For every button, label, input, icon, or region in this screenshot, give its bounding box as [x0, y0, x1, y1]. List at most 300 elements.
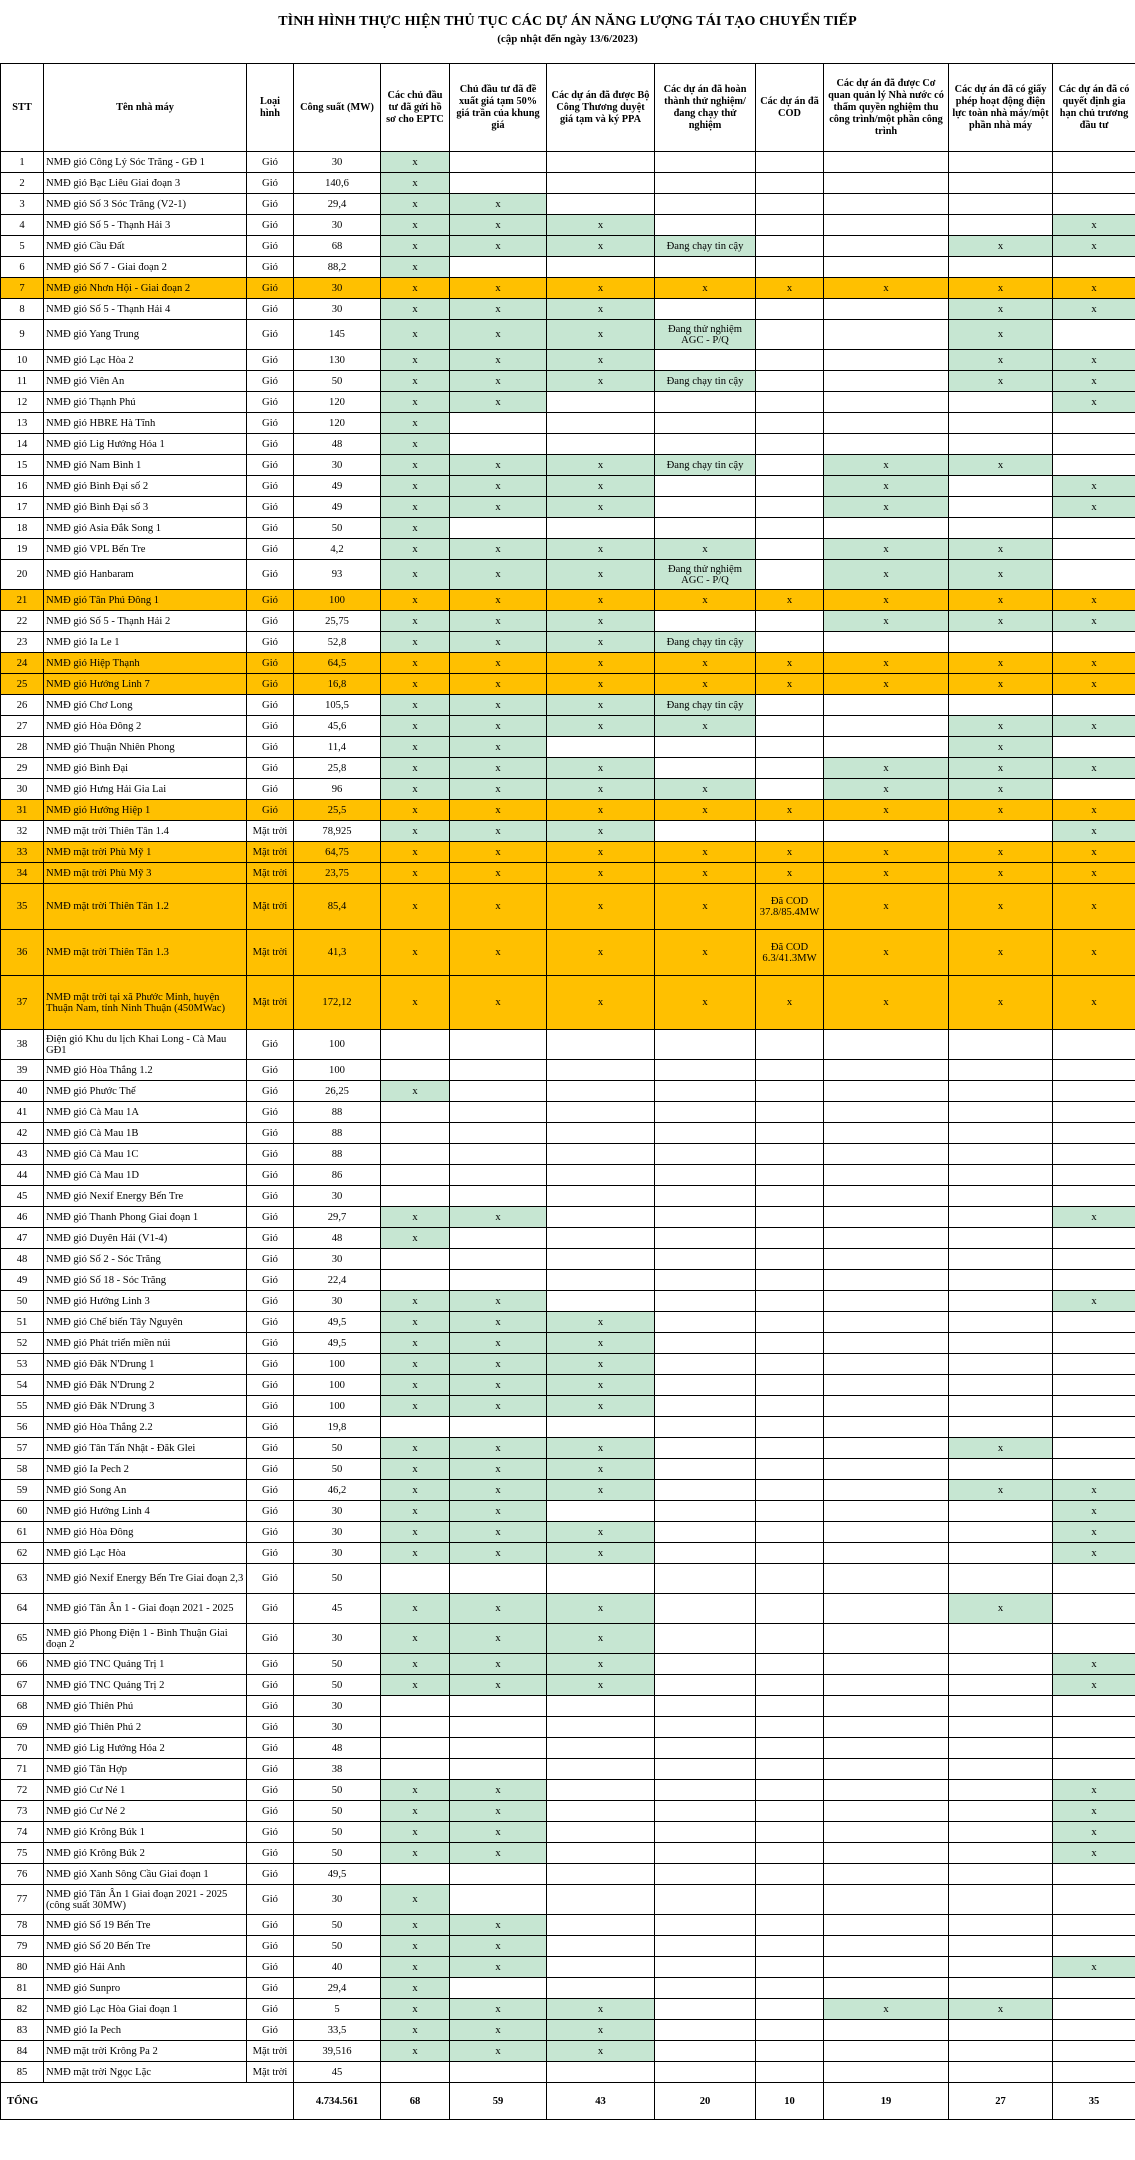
table-row: [1, 320, 1135, 350]
status-cell: x: [655, 884, 756, 930]
plant-name: NMĐ gió Đăk N'Drung 2: [44, 1375, 247, 1396]
plant-type: Mặt trời: [247, 884, 294, 930]
status-cell: [1053, 1936, 1135, 1957]
status-cell: x: [450, 779, 547, 800]
status-cell: [949, 1291, 1053, 1312]
row-number: 80: [1, 1957, 44, 1978]
status-cell: [949, 1957, 1053, 1978]
plant-name: NMĐ gió Bình Đại số 3: [44, 497, 247, 518]
plant-type: Gió: [247, 674, 294, 695]
status-cell: x: [949, 976, 1053, 1030]
table-row: [1, 1144, 1135, 1165]
status-cell: [547, 1564, 655, 1594]
status-cell: [949, 2041, 1053, 2062]
status-cell: x: [949, 758, 1053, 779]
status-cell: [756, 1594, 824, 1624]
plant-capacity: 4,2: [294, 539, 381, 560]
status-cell: x: [381, 737, 450, 758]
status-cell: x: [381, 758, 450, 779]
table-row: [1, 350, 1135, 371]
status-cell: x: [547, 590, 655, 611]
status-cell: [949, 1459, 1053, 1480]
status-cell: x: [1053, 1543, 1135, 1564]
plant-type: Gió: [247, 1165, 294, 1186]
status-cell: [756, 1417, 824, 1438]
plant-name: NMĐ gió Ia Pech 2: [44, 1459, 247, 1480]
status-cell: x: [1053, 1480, 1135, 1501]
status-cell: x: [381, 173, 450, 194]
plant-capacity: 30: [294, 278, 381, 299]
plant-name: NMĐ gió Hanbaram: [44, 560, 247, 590]
status-cell: [824, 518, 949, 539]
status-cell: x: [381, 695, 450, 716]
status-cell: x: [1053, 392, 1135, 413]
plant-type: Gió: [247, 1801, 294, 1822]
status-cell: [756, 1438, 824, 1459]
plant-type: Gió: [247, 1624, 294, 1654]
status-cell: x: [450, 1594, 547, 1624]
status-cell: [547, 1843, 655, 1864]
status-cell: [547, 1501, 655, 1522]
status-cell: Đang chạy tin cậy: [655, 455, 756, 476]
plant-type: Gió: [247, 695, 294, 716]
plant-type: Gió: [247, 1249, 294, 1270]
status-cell: [450, 1978, 547, 1999]
status-cell: [655, 1717, 756, 1738]
plant-type: Mặt trời: [247, 976, 294, 1030]
status-cell: x: [450, 392, 547, 413]
status-cell: [655, 392, 756, 413]
plant-capacity: 29,7: [294, 1207, 381, 1228]
status-cell: x: [547, 2020, 655, 2041]
status-cell: x: [381, 1312, 450, 1333]
status-cell: x: [949, 455, 1053, 476]
total-count: 43: [547, 2083, 655, 2120]
status-cell: x: [949, 1480, 1053, 1501]
status-cell: [756, 1543, 824, 1564]
plant-type: Gió: [247, 350, 294, 371]
status-cell: [1053, 1144, 1135, 1165]
table-row: [1, 194, 1135, 215]
status-cell: [756, 2041, 824, 2062]
status-cell: [824, 1957, 949, 1978]
status-cell: x: [547, 371, 655, 392]
status-cell: [450, 1864, 547, 1885]
row-number: 51: [1, 1312, 44, 1333]
plant-type: Gió: [247, 1522, 294, 1543]
status-cell: [824, 695, 949, 716]
table-row: [1, 1081, 1135, 1102]
status-cell: x: [450, 1396, 547, 1417]
plant-type: Gió: [247, 497, 294, 518]
status-cell: x: [756, 863, 824, 884]
status-cell: x: [450, 1459, 547, 1480]
status-cell: [655, 1624, 756, 1654]
status-cell: x: [655, 539, 756, 560]
row-number: 17: [1, 497, 44, 518]
status-cell: [756, 1228, 824, 1249]
plant-name: NMĐ gió Tân Ân 1 Giai đoạn 2021 - 2025 (công suất 30MW): [44, 1885, 247, 1915]
status-cell: [756, 152, 824, 173]
plant-capacity: 64,75: [294, 842, 381, 863]
row-number: 28: [1, 737, 44, 758]
plant-type: Mặt trời: [247, 821, 294, 842]
plant-capacity: 33,5: [294, 2020, 381, 2041]
plant-capacity: 50: [294, 1438, 381, 1459]
status-cell: [824, 2041, 949, 2062]
status-cell: x: [547, 1375, 655, 1396]
status-cell: [1053, 1594, 1135, 1624]
status-cell: [655, 1480, 756, 1501]
status-cell: [1053, 173, 1135, 194]
status-cell: x: [450, 350, 547, 371]
status-cell: Đang thử nghiệm AGC - P/Q: [655, 560, 756, 590]
plant-type: Gió: [247, 611, 294, 632]
row-number: 11: [1, 371, 44, 392]
plant-capacity: 50: [294, 1459, 381, 1480]
status-cell: x: [949, 1594, 1053, 1624]
row-number: 22: [1, 611, 44, 632]
plant-type: Gió: [247, 1480, 294, 1501]
plant-type: Gió: [247, 1885, 294, 1915]
plant-name: NMĐ gió Cà Mau 1B: [44, 1123, 247, 1144]
table-row: [1, 278, 1135, 299]
plant-type: Gió: [247, 371, 294, 392]
plant-capacity: 50: [294, 1780, 381, 1801]
status-cell: x: [824, 278, 949, 299]
status-cell: x: [824, 976, 949, 1030]
status-cell: x: [450, 1801, 547, 1822]
status-cell: x: [450, 1333, 547, 1354]
status-cell: [824, 1624, 949, 1654]
plant-type: Gió: [247, 653, 294, 674]
table-row: [1, 476, 1135, 497]
plant-name: NMĐ gió Sunpro: [44, 1978, 247, 1999]
status-cell: [756, 1207, 824, 1228]
status-cell: [824, 1915, 949, 1936]
status-cell: x: [450, 299, 547, 320]
status-cell: x: [547, 1675, 655, 1696]
plant-capacity: 49: [294, 497, 381, 518]
status-cell: x: [547, 821, 655, 842]
table-row: [1, 1312, 1135, 1333]
total-count: 19: [824, 2083, 949, 2120]
plant-type: Gió: [247, 779, 294, 800]
status-cell: [547, 1717, 655, 1738]
plant-capacity: 25,8: [294, 758, 381, 779]
column-header: Các dự án đã COD: [756, 64, 824, 152]
plant-type: Gió: [247, 1396, 294, 1417]
plant-type: Gió: [247, 1654, 294, 1675]
column-header: STT: [1, 64, 44, 152]
status-cell: x: [547, 215, 655, 236]
status-cell: [547, 152, 655, 173]
status-cell: [949, 1144, 1053, 1165]
status-cell: x: [547, 800, 655, 821]
plant-name: NMĐ gió Xanh Sông Cầu Giai đoạn 1: [44, 1864, 247, 1885]
status-cell: [655, 1417, 756, 1438]
status-cell: [655, 1459, 756, 1480]
row-number: 75: [1, 1843, 44, 1864]
table-row: [1, 1885, 1135, 1915]
row-number: 23: [1, 632, 44, 653]
status-cell: [756, 455, 824, 476]
table-row: [1, 863, 1135, 884]
status-cell: x: [381, 1291, 450, 1312]
status-cell: [547, 392, 655, 413]
status-cell: [450, 2062, 547, 2083]
plant-name: NMĐ gió TNC Quảng Trị 2: [44, 1675, 247, 1696]
status-cell: [756, 1654, 824, 1675]
plant-name: NMĐ gió Số 7 - Giai đoạn 2: [44, 257, 247, 278]
table-row: [1, 1270, 1135, 1291]
status-cell: [1053, 1354, 1135, 1375]
status-cell: [949, 1822, 1053, 1843]
plant-name: NMĐ gió Cư Né 1: [44, 1780, 247, 1801]
status-cell: x: [450, 1501, 547, 1522]
status-cell: [450, 173, 547, 194]
row-number: 39: [1, 1060, 44, 1081]
status-cell: x: [1053, 1654, 1135, 1675]
table-row: [1, 695, 1135, 716]
plant-capacity: 105,5: [294, 695, 381, 716]
status-cell: x: [381, 590, 450, 611]
table-row: [1, 257, 1135, 278]
plant-type: Gió: [247, 632, 294, 653]
status-cell: x: [1053, 758, 1135, 779]
status-cell: x: [1053, 1957, 1135, 1978]
plant-capacity: 26,25: [294, 1081, 381, 1102]
table-row: [1, 976, 1135, 1030]
table-row: [1, 1543, 1135, 1564]
table-row: [1, 1594, 1135, 1624]
status-cell: [756, 1696, 824, 1717]
status-cell: [381, 1186, 450, 1207]
plant-name: NMĐ gió Đăk N'Drung 1: [44, 1354, 247, 1375]
status-cell: x: [381, 1999, 450, 2020]
status-cell: x: [756, 976, 824, 1030]
status-cell: x: [381, 842, 450, 863]
status-cell: x: [381, 455, 450, 476]
row-number: 32: [1, 821, 44, 842]
status-cell: x: [450, 539, 547, 560]
status-cell: [824, 1459, 949, 1480]
status-cell: [756, 1123, 824, 1144]
status-cell: x: [381, 236, 450, 257]
status-cell: x: [547, 560, 655, 590]
status-cell: [756, 1459, 824, 1480]
status-cell: x: [547, 1438, 655, 1459]
status-cell: [824, 1480, 949, 1501]
plant-name: NMĐ gió Cà Mau 1C: [44, 1144, 247, 1165]
table-row: [1, 1186, 1135, 1207]
status-cell: x: [824, 653, 949, 674]
status-cell: [824, 1564, 949, 1594]
row-number: 46: [1, 1207, 44, 1228]
total-count: 20: [655, 2083, 756, 2120]
status-cell: [1053, 320, 1135, 350]
row-number: 29: [1, 758, 44, 779]
status-cell: x: [547, 674, 655, 695]
table-row: [1, 1738, 1135, 1759]
table-row: [1, 1459, 1135, 1480]
plant-capacity: 85,4: [294, 884, 381, 930]
status-cell: [1053, 1081, 1135, 1102]
row-number: 35: [1, 884, 44, 930]
status-cell: [824, 1438, 949, 1459]
column-header: Các dự án đã được Bộ Công Thương duyệt giá tạm và ký PPA: [547, 64, 655, 152]
plant-name: NMĐ gió Tân Hợp: [44, 1759, 247, 1780]
table-row: [1, 1207, 1135, 1228]
status-cell: x: [547, 716, 655, 737]
status-cell: [949, 1354, 1053, 1375]
status-cell: x: [1053, 476, 1135, 497]
table-row: [1, 539, 1135, 560]
plant-name: NMĐ gió Lạc Hòa Giai đoạn 1: [44, 1999, 247, 2020]
status-cell: x: [381, 863, 450, 884]
row-number: 64: [1, 1594, 44, 1624]
plant-type: Mặt trời: [247, 2062, 294, 2083]
status-cell: x: [1053, 1822, 1135, 1843]
plant-type: Gió: [247, 1543, 294, 1564]
status-cell: x: [381, 1675, 450, 1696]
status-cell: Đang chạy tin cậy: [655, 236, 756, 257]
plant-capacity: 145: [294, 320, 381, 350]
plant-name: NMĐ gió Hải Anh: [44, 1957, 247, 1978]
row-number: 5: [1, 236, 44, 257]
status-cell: [756, 1675, 824, 1696]
status-cell: [547, 1207, 655, 1228]
page-subtitle: (cập nhật đến ngày 13/6/2023): [497, 33, 638, 45]
status-cell: [949, 1081, 1053, 1102]
plant-capacity: 68: [294, 236, 381, 257]
status-cell: x: [381, 1978, 450, 1999]
total-row: [1, 2083, 1135, 2120]
status-cell: [949, 1915, 1053, 1936]
status-cell: x: [381, 194, 450, 215]
table-row: [1, 1249, 1135, 1270]
table-row: [1, 716, 1135, 737]
plant-capacity: 16,8: [294, 674, 381, 695]
status-cell: [824, 1675, 949, 1696]
plant-name: NMĐ gió Hòa Thắng 1.2: [44, 1060, 247, 1081]
status-cell: [381, 2062, 450, 2083]
status-cell: [381, 1060, 450, 1081]
plant-type: Gió: [247, 1501, 294, 1522]
row-number: 40: [1, 1081, 44, 1102]
plant-capacity: 48: [294, 1228, 381, 1249]
plant-capacity: 140,6: [294, 173, 381, 194]
row-number: 2: [1, 173, 44, 194]
plant-name: NMĐ mặt trời Krông Pa 2: [44, 2041, 247, 2062]
status-cell: x: [450, 476, 547, 497]
status-cell: [547, 1081, 655, 1102]
status-cell: [1053, 455, 1135, 476]
row-number: 77: [1, 1885, 44, 1915]
status-cell: x: [381, 1801, 450, 1822]
header-row: [1, 64, 1135, 152]
plant-name: NMĐ gió Số 18 - Sóc Trăng: [44, 1270, 247, 1291]
status-cell: [450, 1081, 547, 1102]
plant-type: Gió: [247, 1270, 294, 1291]
status-cell: [1053, 1459, 1135, 1480]
status-cell: [381, 1144, 450, 1165]
status-cell: [1053, 1885, 1135, 1915]
plant-capacity: 30: [294, 1522, 381, 1543]
status-cell: [381, 1165, 450, 1186]
plant-name: NMĐ gió Hướng Linh 3: [44, 1291, 247, 1312]
plant-type: Gió: [247, 1564, 294, 1594]
plant-name: NMĐ gió Tân Ân 1 - Giai đoạn 2021 - 2025: [44, 1594, 247, 1624]
status-cell: Đang chạy tin cậy: [655, 371, 756, 392]
status-cell: [756, 716, 824, 737]
status-cell: [547, 413, 655, 434]
status-cell: x: [450, 1780, 547, 1801]
status-cell: x: [381, 1885, 450, 1915]
plant-name: NMĐ gió Bình Đại số 2: [44, 476, 247, 497]
plant-type: Gió: [247, 1759, 294, 1780]
status-cell: [824, 1102, 949, 1123]
status-cell: x: [450, 716, 547, 737]
status-cell: [1053, 1270, 1135, 1291]
plant-capacity: 29,4: [294, 1978, 381, 1999]
status-cell: x: [949, 560, 1053, 590]
status-cell: [450, 1102, 547, 1123]
status-cell: [756, 560, 824, 590]
status-cell: [547, 1864, 655, 1885]
status-cell: [547, 1228, 655, 1249]
plant-type: Gió: [247, 413, 294, 434]
status-cell: [547, 434, 655, 455]
status-cell: x: [547, 779, 655, 800]
status-cell: [450, 1564, 547, 1594]
status-cell: [547, 194, 655, 215]
status-cell: x: [949, 779, 1053, 800]
status-cell: [381, 1270, 450, 1291]
status-cell: x: [547, 455, 655, 476]
plant-name: NMĐ gió VPL Bến Tre: [44, 539, 247, 560]
row-number: 27: [1, 716, 44, 737]
status-cell: x: [381, 1228, 450, 1249]
status-cell: [655, 1186, 756, 1207]
plant-name: NMĐ gió Thạnh Phú: [44, 392, 247, 413]
plant-type: Gió: [247, 716, 294, 737]
status-cell: [756, 1801, 824, 1822]
status-cell: [547, 1780, 655, 1801]
plant-name: NMĐ gió Thiên Phú 2: [44, 1717, 247, 1738]
status-cell: x: [547, 1594, 655, 1624]
status-cell: x: [381, 392, 450, 413]
row-number: 14: [1, 434, 44, 455]
plant-name: NMĐ gió Chế biến Tây Nguyên: [44, 1312, 247, 1333]
plant-type: Gió: [247, 236, 294, 257]
status-cell: [756, 194, 824, 215]
status-cell: [824, 1060, 949, 1081]
status-cell: [655, 1270, 756, 1291]
status-cell: x: [949, 800, 1053, 821]
status-cell: [824, 2062, 949, 2083]
status-cell: [756, 2062, 824, 2083]
row-number: 83: [1, 2020, 44, 2041]
status-cell: x: [1053, 350, 1135, 371]
plant-capacity: 45,6: [294, 716, 381, 737]
status-cell: [949, 1501, 1053, 1522]
status-cell: x: [1053, 497, 1135, 518]
table-row: [1, 1030, 1135, 1060]
status-cell: [824, 1396, 949, 1417]
status-cell: [756, 320, 824, 350]
column-header: Các chủ đầu tư đã gửi hồ sơ cho EPTC: [381, 64, 450, 152]
